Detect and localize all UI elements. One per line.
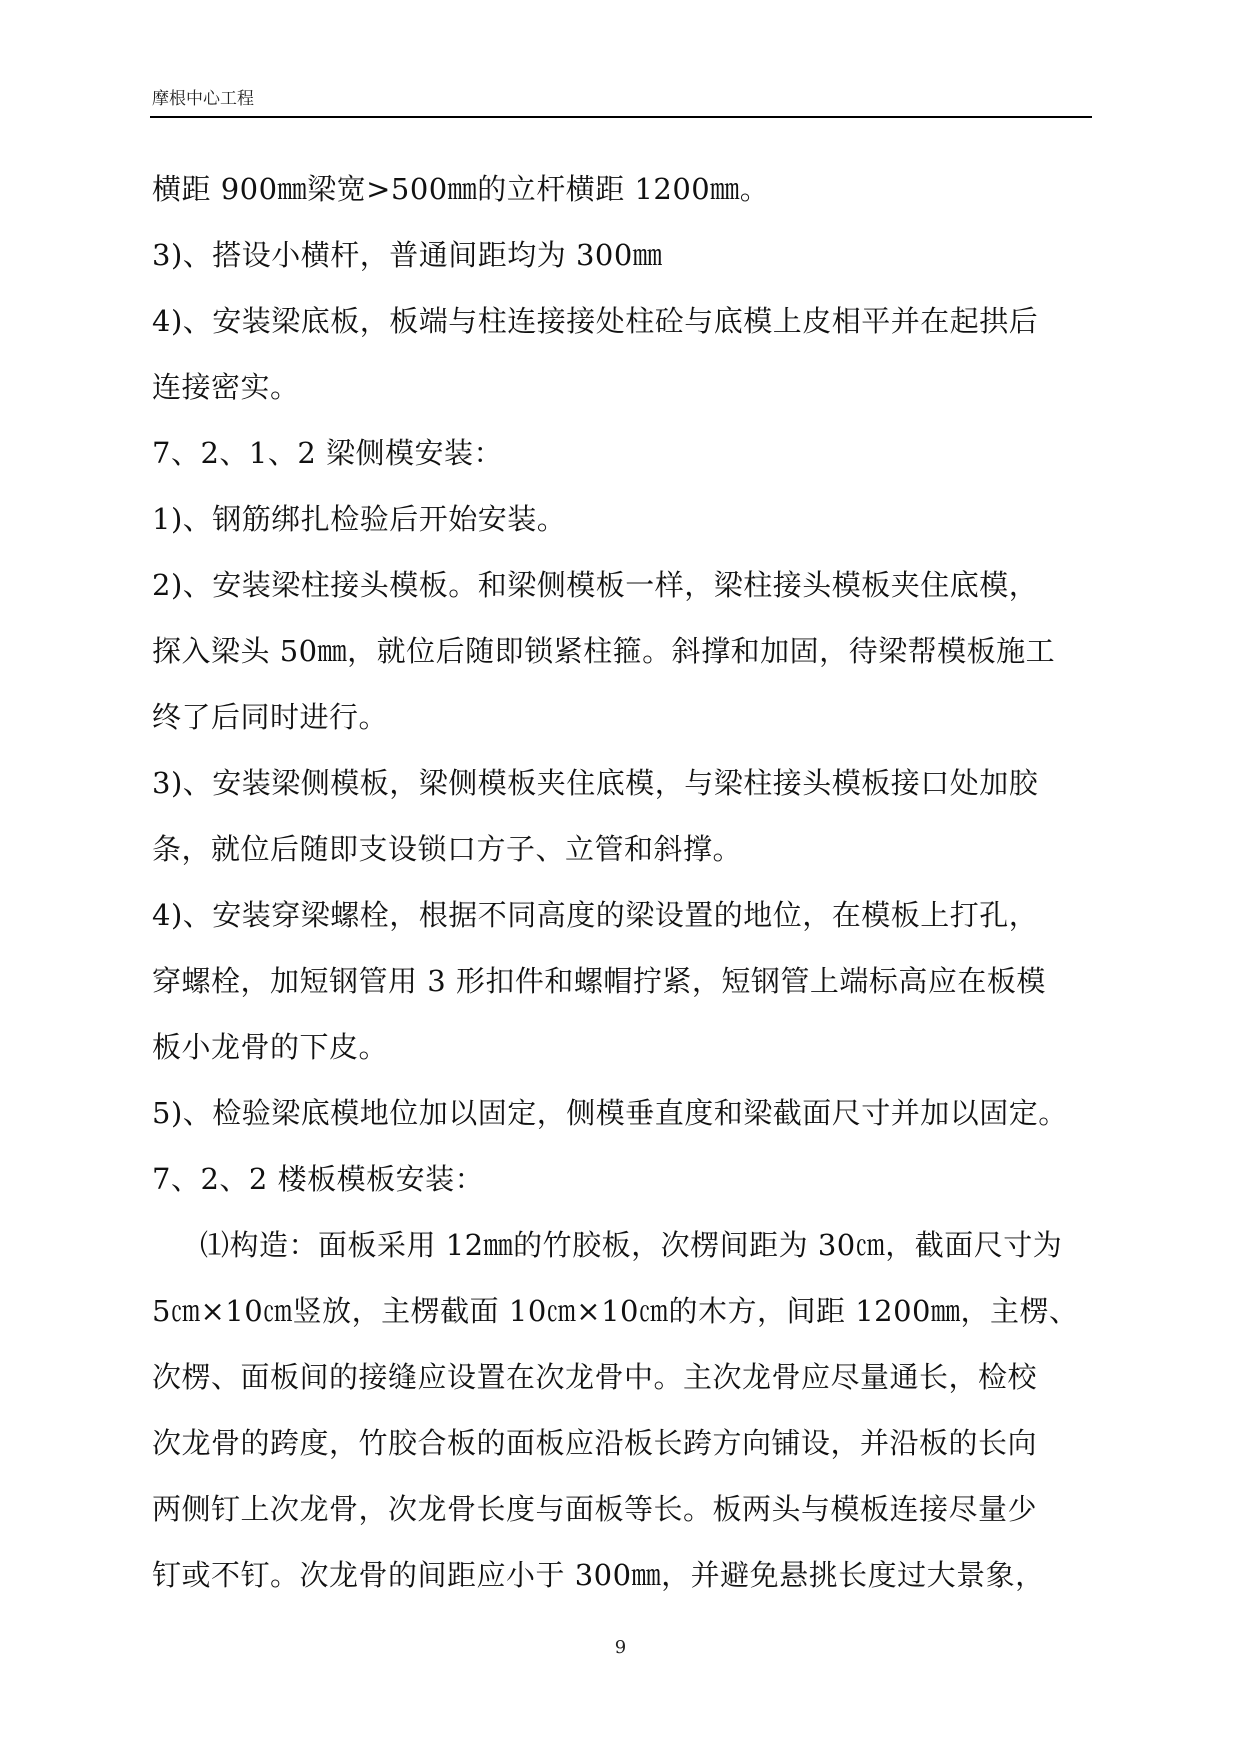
text-line: 终了后同时进行。 bbox=[152, 700, 389, 734]
text-line: 穿螺栓，加短钢管用 3 形扣件和螺帽拧紧，短钢管上端标高应在板模 bbox=[152, 964, 1046, 998]
text-line: 连接密实。 bbox=[152, 370, 300, 404]
text-line: 3)、安装梁侧模板，梁侧模板夹住底模，与梁柱接头模板接口处加胶 bbox=[152, 766, 1039, 800]
text-line: 探入梁头 50㎜，就位后随即锁紧柱箍。斜撑和加固，待梁帮模板施工 bbox=[152, 634, 1056, 668]
text-line: 钉或不钉。次龙骨的间距应小于 300㎜，并避免悬挑长度过大景象， bbox=[152, 1558, 1045, 1592]
page-header bbox=[150, 88, 1092, 118]
page-number: 9 bbox=[614, 1637, 627, 1658]
text-line: 3)、搭设小横杆，普通间距均为 300㎜ bbox=[152, 238, 663, 272]
text-line: 次楞、面板间的接缝应设置在次龙骨中。主次龙骨应尽量通长，检校 bbox=[152, 1360, 1038, 1394]
text-line: 4)、安装穿梁螺栓，根据不同高度的梁设置的地位，在模板上打孔， bbox=[152, 898, 1039, 932]
text-line: 5)、检验梁底模地位加以固定，侧模垂直度和梁截面尺寸并加以固定。 bbox=[152, 1096, 1068, 1130]
text-line: 横距 900㎜梁宽>500㎜的立杆横距 1200㎜。 bbox=[152, 172, 770, 206]
text-line: 次龙骨的跨度，竹胶合板的面板应沿板长跨方向铺设，并沿板的长向 bbox=[152, 1426, 1038, 1460]
text-line: 4)、安装梁底板，板端与柱连接接处柱砼与底模上皮相平并在起拱后 bbox=[152, 304, 1039, 338]
text-line: 5㎝×10㎝竖放，主楞截面 10㎝×10㎝的木方，间距 1200㎜，主楞、 bbox=[152, 1294, 1079, 1328]
section-heading: 7、2、1、2 梁侧模安装： bbox=[152, 436, 504, 470]
text-line: ⑴构造：面板采用 12㎜的竹胶板，次楞间距为 30㎝，截面尺寸为 bbox=[200, 1228, 1063, 1262]
section-heading: 7、2、2 楼板模板安装： bbox=[152, 1162, 485, 1196]
header-title: 摩根中心工程 bbox=[152, 89, 254, 109]
text-line: 2)、安装梁柱接头模板。和梁侧模板一样，梁柱接头模板夹住底模， bbox=[152, 568, 1039, 602]
document-body bbox=[152, 156, 1112, 1608]
text-line: 板小龙骨的下皮。 bbox=[152, 1030, 389, 1064]
text-line: 条，就位后随即支设锁口方子、立管和斜撑。 bbox=[152, 832, 743, 866]
text-line: 两侧钉上次龙骨，次龙骨长度与面板等长。板两头与模板连接尽量少 bbox=[152, 1492, 1038, 1526]
text-line: 1)、钢筋绑扎检验后开始安装。 bbox=[152, 502, 567, 536]
